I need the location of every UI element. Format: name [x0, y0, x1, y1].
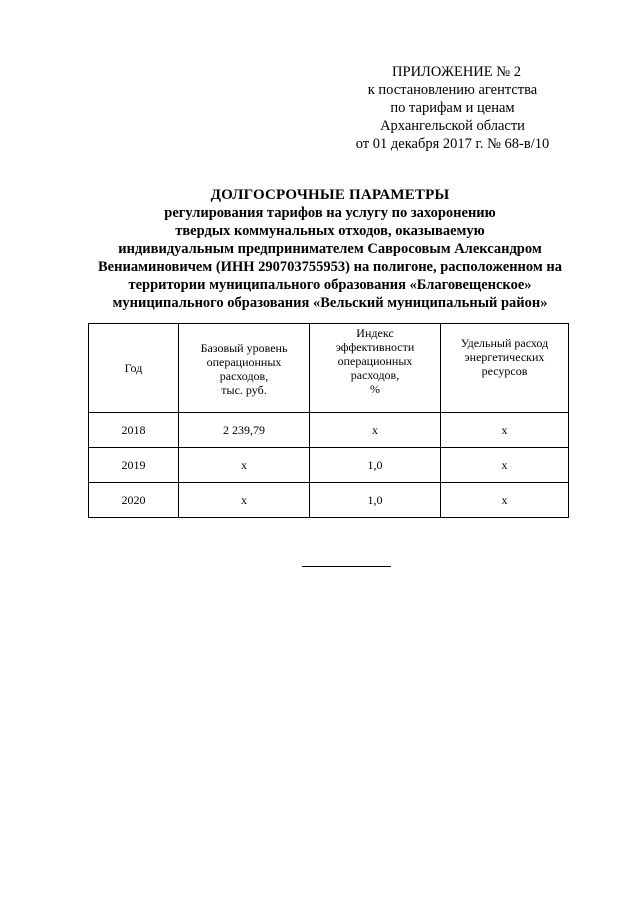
- table-row: [89, 448, 569, 483]
- subtitle-line: территории муниципального образования «Благовещенское»: [128, 277, 532, 293]
- cell-base: х: [179, 483, 310, 518]
- header-index-line: расходов,: [350, 368, 400, 382]
- header-index-line: %: [369, 382, 380, 396]
- subtitle-line: муниципального образования «Вельский муниципальный район»: [112, 295, 548, 311]
- header-energy-line: ресурсов: [481, 364, 528, 378]
- subtitle-line: Вениаминовичем (ИНН 290703755953) на полигоне, расположенном на: [98, 259, 562, 275]
- cell-base: 2 239,79: [179, 413, 310, 448]
- cell-energy: х: [441, 413, 569, 448]
- cell-year: 2018: [89, 413, 179, 448]
- appendix-line: к постановлению агентства: [367, 82, 538, 98]
- cell-base: х: [179, 448, 310, 483]
- header-index-line: Индекс: [356, 326, 394, 340]
- appendix-line: Архангельской области: [380, 118, 525, 134]
- appendix-title: ПРИЛОЖЕНИЕ № 2: [392, 64, 521, 80]
- cell-index: 1,0: [310, 448, 441, 483]
- table-header-row: [89, 324, 569, 413]
- cell-energy: х: [441, 483, 569, 518]
- header-base-line: Базовый уровень: [200, 341, 288, 355]
- cell-index: 1,0: [310, 483, 441, 518]
- subtitle-line: регулирования тарифов на услугу по захоронению: [164, 205, 496, 221]
- header-base-level: [179, 324, 310, 413]
- header-base-line: операционных: [206, 355, 282, 369]
- header-energy-line: энергетических: [464, 350, 545, 364]
- cell-index: х: [310, 413, 441, 448]
- appendix-line: от 01 декабря 2017 г. № 68-в/10: [355, 136, 550, 152]
- table-row: [89, 483, 569, 518]
- document-heading: ДОЛГОСРОЧНЫЕ ПАРАМЕТРЫ: [210, 187, 450, 203]
- cell-energy: х: [441, 448, 569, 483]
- header-year: [89, 324, 179, 413]
- header-base-line: расходов,: [219, 369, 269, 383]
- header-year-label: Год: [124, 361, 143, 375]
- end-divider: [302, 566, 391, 567]
- subtitle-line: индивидуальным предпринимателем Савросовым Александром: [118, 241, 542, 257]
- header-index-line: эффективности: [335, 340, 415, 354]
- cell-year: 2020: [89, 483, 179, 518]
- appendix-block: [300, 63, 605, 153]
- header-base-line: тыс. руб.: [221, 383, 267, 397]
- subtitle-line: твердых коммунальных отходов, оказываемую: [175, 223, 485, 239]
- header-energy-line: Удельный расход: [460, 336, 549, 350]
- cell-year: 2019: [89, 448, 179, 483]
- document-title: [40, 186, 620, 312]
- parameters-table: [88, 323, 569, 518]
- appendix-line: по тарифам и ценам: [390, 100, 515, 116]
- header-efficiency-index: [310, 324, 441, 413]
- table-row: [89, 413, 569, 448]
- header-energy-consumption: [441, 324, 569, 413]
- header-index-line: операционных: [337, 354, 413, 368]
